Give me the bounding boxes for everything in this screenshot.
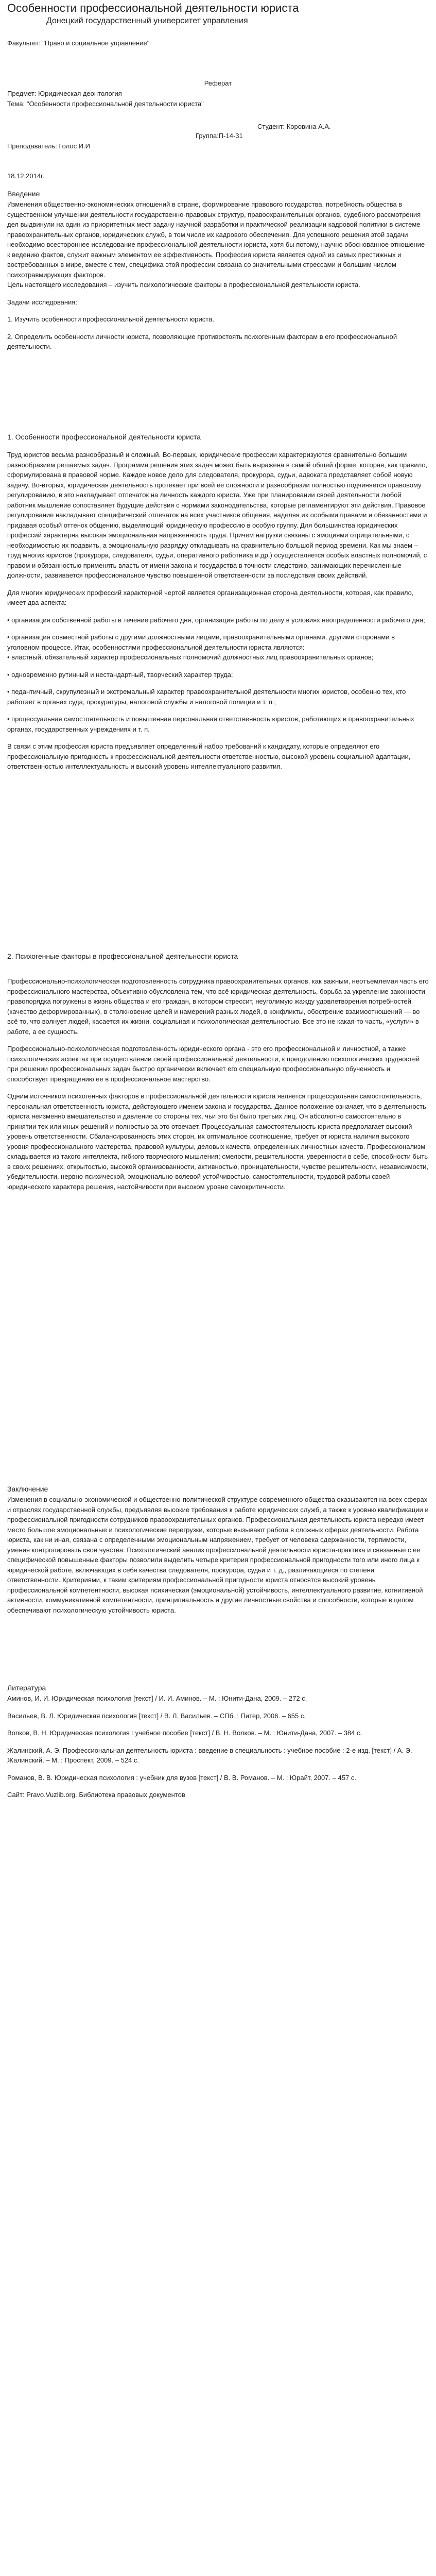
tasks-heading: Задачи исследования:: [7, 298, 77, 306]
doc-type-text: Реферат: [204, 79, 232, 87]
section1-paragraph: Для многих юридических профессий характерной чертой является организационная сторона деятельности, которая, как правило, имеет два аспекта:: [7, 588, 414, 606]
section1-paragraph: Труд юристов весьма разнообразный и сложный. Во-первых, юридические профессии характеризуются сравнительно большим разнообразием решаемых задач. Программа решения этих задач может быть выражена в самой общей форме, которая, как правило, сформулирована в правовой норме. Каждое новое дело для следователя, прокурора, судьи, адвоката представляет собой новую задачу. Во-вторых, юридическая деятельность протекает при всей ее сложности и разнообразии полностью подчиняется правовому регулированию, в это накладывает отпечаток на личность каждого юриста. Уже при планировании своей деятельности любой работник мышление сопоставляет будущие действия с нормами законодательства, которые регламентируют эти действия. Правовое регулирование накладывает специфический отпечаток на всех участников общения, наделяя их особыми правами и обязанностями и придавая особый оттенок общению, выделяющий юридическую профессию в особую группу. Для большинства юридических профессий характерна высокая эмоциональная напряженность труда. Причем нагрузки связаны с эмоциями отрицательными, с необходимостью их подавить, а эмоциональную разрядку откладывать на сравнительно большой период времени. Как мы знаем –труд многих юристов (прокурора, следователя, судьи, оперативного работника и др.) осуществляется особых властных полномочий, с правом и обязанностью применять власть от имени закона и государства в точности следствию, занимающих перечисленные должности, развивается профессиональное чувство повышенной ответственности за последствия своих действий.: [7, 451, 428, 579]
literature-section: [7, 1683, 429, 1800]
section2: [7, 951, 429, 1192]
group-line: [196, 131, 429, 141]
section1-bullet: • педантичный, скрупулезный и экстремальный характер правоохранительной деятельности многих юристов, особенно тех, кто работает в органах суда, прокуратуры, налоговой службы и налоговой полиции и т. п.;: [7, 688, 406, 706]
section1: [7, 432, 429, 772]
intro-section: [7, 189, 429, 352]
group-text: Группа:П-14-31: [196, 132, 243, 140]
literature-item: Волков, В. Н. Юридическая психология : учебное пособие [текст] / В. Н. Волков. – М. : Юнити-Дана, 2007. – 384 с.: [7, 1729, 362, 1737]
conclusion-paragraph: Изменения в социально-экономической и общественно-политической структуре современного общества оказываются на всех сферах и отраслях государственной службы, предъявляя высокие требования к работе юридических служб, а также к уровню квалификации и профессиональной пригодности сотрудников правоохранительных органов. Профессиональная деятельность юриста нередко имеет место большое эмоциональные и психологические перегрузки, которые вызывают работа в сложных сферах деятельности. Работа юриста, как ни иная, связана с определенными эмоциональным напряжением, требует от человека сдержанности, терпимости, умения контролировать свои чувства. Психологический анализ профессиональной деятельности юриста-практика и связанные с ее специфической повышенные факторы позволили выделить четыре критерия профессиональной пригодности того или иного лица к юридической работе, включающих в себя качества следователя, прокурора, судьи и т. д., различающиеся по степени ответственности. Критериями, к таким критериям профессиональной пригодности юриста относятся высокий уровень профессиональной компетентности, высокая психическая (эмоциональной) устойчивость, интеллектуального развитие, когнитивной активности, коммуникативной компетентности, принципиальность и другие личностные свойства и способности, которые в целом обеспечивают психологическую устойчивость юриста.: [7, 1496, 429, 1614]
topic-text: Тема: "Особенности профессиональной деятельности юриста": [7, 100, 204, 108]
conclusion-heading: Заключение: [7, 1485, 48, 1493]
section2-paragraph: Одним источником психогенных факторов в профессиональной деятельности юриста является процессуальная самостоятельность, персональная ответственность юриста, действующего именем закона и государства. Данное положение означает, что в деятельность юриста неизменно вмешательство и давление со стороны тех, чьи это бы было третьих лиц. Он абсолютно самостоятельно в принятии тех или иных решений и полностью за это отвечает. Процессуальная самостоятельность юриста предполагает высокий уровень ответственности. Сбалансированность этих сторон, их оптимальное соотношение, требует от юриста наличия высокого уровня профессионального мастерства, правовой культуры, деловых качеств, определенных личностных качеств. Профессионализм складывается из такого интеллекта, гибкого творческого мышления; смелости, решительности, уверенности в себе, способности быть в своих решениях, открытостью, высокой организованности, активностью, проницательности, чувстве решительности, независимости, убедительности, нервно-психической, эмоционально-волевой устойчивостью, самостоятельности, трудовой работы своей юридического характера решения, настойчивости при высоком уровне самокритичности.: [7, 1092, 429, 1191]
date-line: [7, 171, 429, 181]
faculty-text: Факультет: "Право и социальное управление": [7, 39, 150, 47]
student-text: Студент: Коровина А.А.: [257, 123, 331, 130]
subject-text: Предмет: Юридическая деонтология: [7, 90, 122, 97]
section2-heading: 2. Психогенные факторы в профессиональной деятельности юриста: [7, 952, 238, 960]
intro-paragraph: Цель настоящего исследования – изучить психологические факторы в профессиональной деятельности юриста.: [7, 281, 360, 289]
teacher-text: Преподаватель: Голос И.И: [7, 142, 90, 150]
literature-item: Жалинский, А. Э. Профессиональная деятельность юриста : введение в специальность : учебное пособие : 2-е изд. [текст] / А. Э. Жалинский. – М. : Проспект, 2009. – 524 с.: [7, 1746, 412, 1764]
section1-bullet: • организация совместной работы с другими должностными лицами, правоохранительными органами, другими сторонами в уголовном процессе. Итак, особенностями профессиональной деятельности юриста являются:: [7, 633, 395, 651]
section1-paragraph: В связи с этим профессия юриста предъявляет определенный набор требований к кандидату, которые определяют его профессиональную пригодность к профессиональной деятельности ответственностью, высокой уровень социальной адаптации, ответственностью интеллектуальность и высокий уровень интеллектуального развития.: [7, 742, 411, 770]
source-link[interactable]: Сайт: Pravo.Vuzlib.org. Библиотека правовых документов: [7, 1791, 185, 1799]
intro-paragraph: Изменения общественно-экономических отношений в стране, формирование правового государства, потребность общества в существенном улучшении деятельности государственно-правовых структур, правоохранительных органов, судебного рассмотрения дел выдвинули на один из приоритетных мест задачу научной разработки и практической реализации кадровой политики в системе правоохранительных органов, юридических служб, в том числе их кадрового обеспечения. Для успешного решения этой задачи необходимо всестороннее исследование профессиональной деятельности юриста, хотя бы потому, научно обоснованное отношение к ведению фактов, служит важным элементом ее эффективность. Профессия юриста является одной из самых престижных и востребованных в мире, вместе с тем, специфика этой профессии связана со значительными стрессами и большим числом психотравмирующих факторов.: [7, 200, 425, 279]
university-name: Донецкий государственный университет управления: [46, 16, 248, 25]
section2-paragraph: Профессионально-психологическая подготовленность юридического органа - это его профессиональной и личностной, а также психологических аспектах при осуществлении своей профессиональной деятельности, к преодолению психологических трудностей при решении профессиональных задач быстро органически включает его специальную профессиональную обученность и способствует превращению ее в профессиональное мастерство.: [7, 1045, 420, 1083]
intro-heading: Введение: [7, 190, 40, 198]
section2-paragraph: Профессионально-психологическая подготовленность сотрудника правоохранительных органов, как важным, неотъемлемая часть его профессионального мастерства, объективно обусловлена тем, что всё юридическая деятельность, борьба за укрепление законности правопорядка погружены в жизнь общества и его граждан, в котором стрессит, неуголимую жажду удовлетворения потребностей (качество деформированных), в столкновение целей и намерений разных людей, в конфликты, обострение взаимоотношений — во всё то, что волнует людей, касается их жизни, социальная и психологическая деятельностью. Все это не какая-то часть, «услуги» в работе, а ее сущность.: [7, 977, 429, 1036]
topic-line: [7, 99, 429, 109]
doc-type-line: [7, 78, 429, 89]
faculty-line: [7, 38, 429, 48]
task-item: 2. Определить особенности личности юриста, позволяющие противостоять психогенным факторам в его профессиональной деятельности.: [7, 332, 397, 350]
conclusion-section: [7, 1484, 429, 1615]
literature-item: Аминов, И. И. Юридическая психология [текст] / И. И. Аминов. – М. : Юнити-Дана, 2009. – 272 с.: [7, 1694, 307, 1702]
section1-heading: 1. Особенности профессиональной деятельности юриста: [7, 433, 201, 441]
section1-bullet: • властный, обязательный характер профессиональных полномочий должностных лиц правоохранительных органов;: [7, 653, 374, 661]
subject-line: [7, 89, 429, 99]
section1-bullet: • процессуальная самостоятельность и повышенная персональная ответственность юристов, работающих в правоохранительных органах, государственных учреждениях и т. п.: [7, 715, 414, 733]
date-text: 18.12.2014г.: [7, 172, 44, 180]
section1-bullet: • одновременно рутинный и нестандартный, творческий характер труда;: [7, 670, 233, 679]
student-line: [257, 122, 429, 132]
teacher-line: [7, 141, 429, 151]
literature-item: Романов, В. В. Юридическая психология : учебник для вузов [текст] / В. В. Романов. – М. : Юрайт, 2007. – 457 с.: [7, 1773, 356, 1782]
section1-bullet: • организация собственной работы в течение рабочего дня, организация работы по делу в условиях неопределенности рабочего дня;: [7, 616, 425, 624]
literature-item: Васильев, В. Л. Юридическая психология [текст] / В. Л. Васильев. – СПб. : Питер, 2006. – 655 с.: [7, 1711, 306, 1720]
document-title: Особенности профессиональной деятельности юриста: [7, 2, 299, 14]
task-item: 1. Изучить особенности профессиональной деятельности юриста.: [7, 315, 214, 323]
literature-heading: Литература: [7, 1684, 46, 1692]
